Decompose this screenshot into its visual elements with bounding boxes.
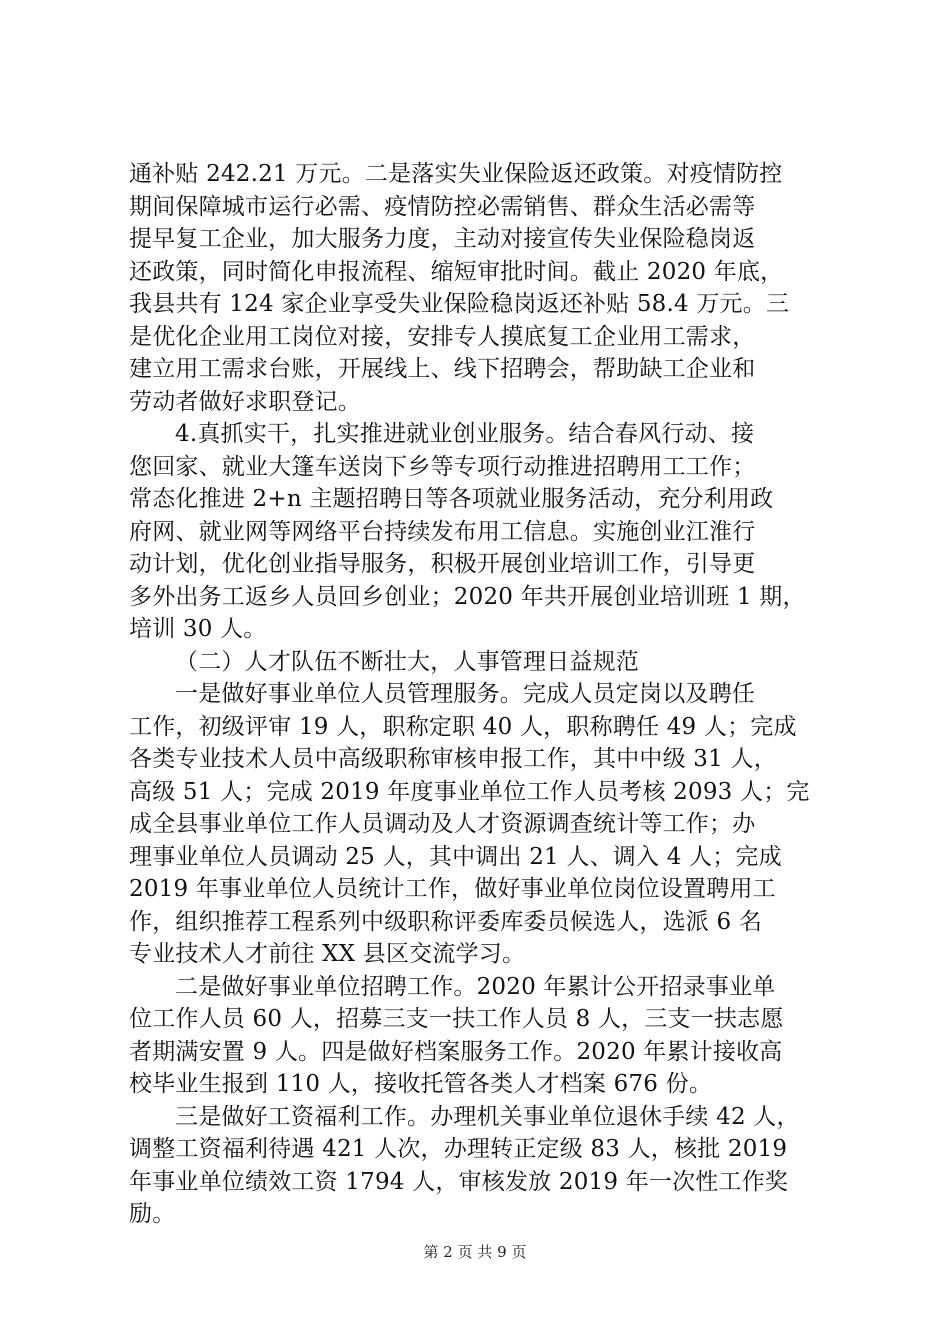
text-line: 培训 30 人。 <box>129 616 267 642</box>
text-line: 您回家、就业大篷车送岗下乡等专项行动推进招聘用工工作； <box>129 453 756 480</box>
text-line: 是优化企业用工岗位对接，安排专人摸底复工企业用工需求， <box>129 323 756 350</box>
text-line: 通补贴 242.21 万元。二是落实失业保险返还政策。对疫情防控 <box>129 161 783 187</box>
text-line: 期间保障城市运行必需、疫情防控必需销售、群众生活必需等 <box>129 193 756 220</box>
text-line: 校毕业生报到 110 人，接收托管各类人才档案 676 份。 <box>129 1071 713 1097</box>
paragraph-start-line: 一是做好事业单位人员管理服务。完成人员定岗以及聘任 <box>175 681 755 707</box>
section-heading: （二）人才队伍不断壮大，人事管理日益规范 <box>175 648 639 675</box>
text-line: 工作，初级评审 19 人，职称定职 40 人，职称聘任 49 人；完成 <box>129 713 797 740</box>
text-line: 常态化推进 2+n 主题招聘日等各项就业服务活动，充分利用政 <box>129 486 774 512</box>
text-line: 多外出务工返乡人员回乡创业；2020 年共开展创业培训班 1 期， <box>129 583 806 610</box>
text-line: 成全县事业单位工作人员调动及人才资源调查统计等工作；办 <box>129 811 756 837</box>
text-line: 各类专业技术人员中高级职称审核申报工作，其中中级 31 人， <box>129 746 777 772</box>
text-line: 专业技术人才前往 XX 县区交流学习。 <box>129 941 526 967</box>
text-line: 励。 <box>129 1201 176 1227</box>
document-body <box>129 158 829 1231</box>
text-line: 还政策，同时简化申报流程、缩短审批时间。截止 2020 年底， <box>129 258 784 285</box>
text-line: 劳动者做好求职登记。 <box>129 388 361 415</box>
text-line: 者期满安置 9 人。四是做好档案服务工作。2020 年累计接收高 <box>129 1038 783 1065</box>
text-line: 理事业单位人员调动 25 人，其中调出 21 人、调入 4 人；完成 <box>129 843 782 870</box>
text-line: 调整工资福利待遇 421 人次，办理转正定级 83 人，核批 2019 <box>129 1136 788 1162</box>
text-line: 我县共有 124 家企业享受失业保险稳岗返还补贴 58.4 万元。三 <box>129 291 790 317</box>
paragraph-start-line: 三是做好工资福利工作。办理机关事业单位退休手续 42 人， <box>175 1103 800 1130</box>
page-number-footer: 第 2 页 共 9 页 <box>423 1243 527 1261</box>
text-line: 高级 51 人；完成 2019 年度事业单位工作人员考核 2093 人；完 <box>129 778 810 805</box>
paragraph-start-line: 二是做好事业单位招聘工作。2020 年累计公开招录事业单 <box>175 973 776 1000</box>
text-line: 年事业单位绩效工资 1794 人，审核发放 2019 年一次性工作奖 <box>129 1168 789 1195</box>
text-line: 作，组织推荐工程系列中级职称评委库委员候选人，选派 6 名 <box>129 908 763 935</box>
paragraph-start-line: 4.真抓实干，扎实推进就业创业服务。结合春风行动、接 <box>175 421 755 447</box>
text-line: 建立用工需求台账，开展线上、线下招聘会，帮助缺工企业和 <box>129 356 756 382</box>
text-line: 府网、就业网等网络平台持续发布用工信息。实施创业江淮行 <box>129 518 756 545</box>
text-line: 2019 年事业单位人员统计工作，做好事业单位岗位设置聘用工 <box>129 876 776 902</box>
text-line: 提早复工企业，加大服务力度，主动对接宣传失业保险稳岗返 <box>129 226 756 252</box>
text-line: 位工作人员 60 人，招募三支一扶工作人员 8 人，三支一扶志愿 <box>129 1006 784 1032</box>
text-line: 动计划，优化创业指导服务，积极开展创业培训工作，引导更 <box>129 551 756 577</box>
